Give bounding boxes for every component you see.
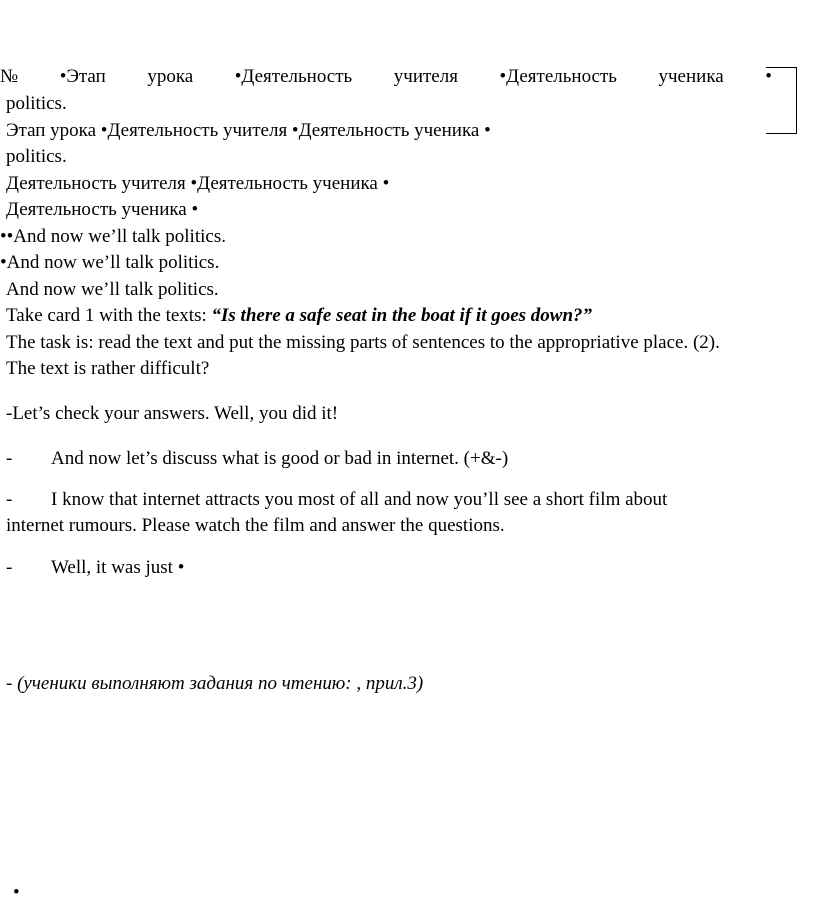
dash-marker: - xyxy=(6,448,13,469)
header-row xyxy=(0,66,772,88)
header-cell-activity: •Деятельность xyxy=(234,66,353,87)
dash-item-text: I know that internet attracts you most of all and now you’ll see a short film about xyxy=(51,489,668,510)
text-line-3: politics. xyxy=(6,146,67,167)
header-cell-number: № xyxy=(0,66,19,87)
dash-marker: - xyxy=(6,557,13,578)
dash-item-1 xyxy=(0,448,816,470)
card-title-quote: “Is there a safe seat in the boat if it goes down?” xyxy=(211,305,593,326)
text-line-11: The text is rather difficult? xyxy=(6,358,210,379)
text-line-4: Деятельность учителя •Деятельность ученика • xyxy=(6,173,390,194)
header-cell-teacher: учителя xyxy=(393,66,458,87)
dash-item-text: And now let’s discuss what is good or bad in internet. (+&-) xyxy=(51,448,509,469)
text-line-2: Этап урока •Деятельность учителя •Деятельность ученика • xyxy=(6,120,491,141)
header-cell-lesson: урока xyxy=(147,66,194,87)
text-line-8: And now we’ll talk politics. xyxy=(6,279,219,300)
student-task-note: - (ученики выполняют задания по чтению: , прил.3) xyxy=(6,673,424,694)
text-line-6: ••And now we’ll talk politics. xyxy=(0,226,226,247)
text-line-9 xyxy=(6,305,592,327)
text-line-10: The task is: read the text and put the missing parts of sentences to the appropriative place. (2). xyxy=(6,332,720,353)
dash-item-3 xyxy=(0,557,816,579)
text-line-7: •And now we’ll talk politics. xyxy=(0,252,220,273)
dash-item-text: Well, it was just • xyxy=(51,557,185,578)
dash-item-2-continuation: internet rumours. Please watch the film and answer the questions. xyxy=(6,515,505,536)
text-line-5: Деятельность ученика • xyxy=(6,199,199,220)
card-instruction: Take card 1 with the texts: xyxy=(6,305,212,326)
header-cell-activity-2: •Деятельность xyxy=(499,66,617,87)
header-cell-stage: •Этап xyxy=(59,66,106,87)
table-bracket xyxy=(766,67,797,134)
dash-marker: - xyxy=(6,489,13,510)
header-cell-student: ученика xyxy=(658,66,724,87)
text-line-12: -Let’s check your answers. Well, you did it! xyxy=(6,403,339,424)
text-line-1: politics. xyxy=(6,93,67,114)
header-cell-bullet: • xyxy=(765,66,772,87)
bottom-bullet: • xyxy=(13,882,20,903)
dash-item-2 xyxy=(0,489,816,511)
